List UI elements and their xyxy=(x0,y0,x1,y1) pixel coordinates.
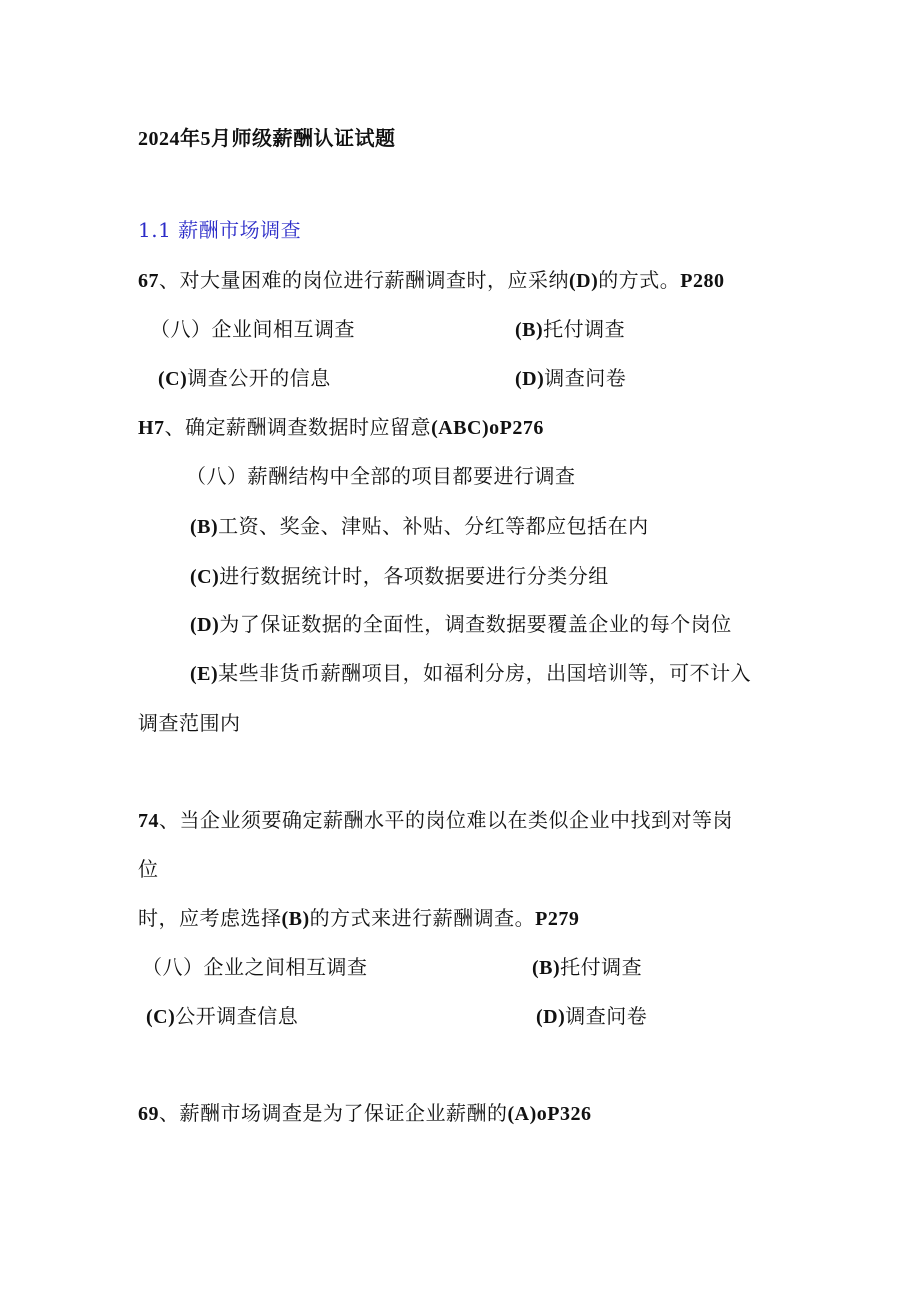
question-67-option-d: (D)调查问卷 xyxy=(515,366,627,390)
question-h7-stem: H7、确定薪酬调查数据时应留意(ABC)oP276 xyxy=(138,415,544,439)
question-h7-option-e: (E)某些非货币薪酬项目，如福利分房，出国培训等，可不计入 xyxy=(190,661,752,685)
question-h7-option-a: （八）薪酬结构中全部的项目都要进行调查 xyxy=(186,464,576,488)
question-74-option-a: （八）企业之间相互调查 xyxy=(142,955,368,979)
page-reference: P279 xyxy=(535,908,580,930)
question-67-stem: 67、对大量困难的岗位进行薪酬调查时，应采纳(D)的方式。P280 xyxy=(138,268,725,292)
answer-key: (B) xyxy=(281,908,310,930)
question-h7-option-e-continuation: 调查范围内 xyxy=(138,711,241,735)
question-67-option-b: (B)托付调查 xyxy=(515,317,626,341)
answer-key: (A)oP326 xyxy=(507,1103,592,1125)
question-74-stem: 74、当企业须要确定薪酬水平的岗位难以在类似企业中找到对等岗 xyxy=(138,808,733,832)
question-74-option-c: (C)公开调查信息 xyxy=(146,1004,299,1028)
section-heading: 1.1 薪酬市场调查 xyxy=(138,218,302,242)
question-74-option-b: (B)托付调查 xyxy=(532,955,643,979)
answer-key: (D) xyxy=(569,270,599,292)
document-title: 2024年5月师级薪酬认证试题 xyxy=(138,128,396,150)
question-74-stem-continuation: 时，应考虑选择(B)的方式来进行薪酬调查。P279 xyxy=(138,906,580,930)
page-reference: P280 xyxy=(680,270,725,292)
question-h7-option-c: (C)进行数据统计时，各项数据要进行分类分组 xyxy=(190,564,609,588)
question-74-stem-wrap: 位 xyxy=(138,857,159,881)
question-67-option-c: (C)调查公开的信息 xyxy=(158,366,331,390)
question-67-option-a: （八）企业间相互调查 xyxy=(150,317,355,341)
question-74-option-d: (D)调查问卷 xyxy=(536,1004,648,1028)
answer-key: (ABC)oP276 xyxy=(431,417,544,439)
question-h7-option-d: (D)为了保证数据的全面性，调查数据要覆盖企业的每个岗位 xyxy=(190,612,732,636)
question-h7-option-b: (B)工资、奖金、津贴、补贴、分红等都应包括在内 xyxy=(190,514,649,538)
question-69-stem: 69、薪酬市场调查是为了保证企业薪酬的(A)oP326 xyxy=(138,1101,592,1125)
